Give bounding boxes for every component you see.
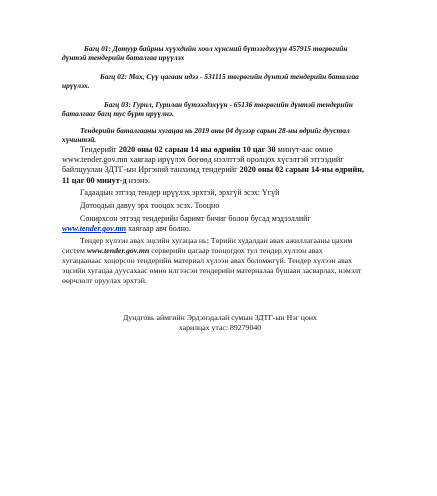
tender-portal-text: www.tender.gov.mn (86, 246, 150, 255)
tender-portal-link[interactable]: www.tender.gov.mn (62, 224, 127, 233)
documents-paragraph (62, 214, 394, 234)
opening-time: 11 цаг 00 минут-д (62, 175, 127, 185)
lot-02 (62, 72, 394, 90)
lot-01 (62, 44, 394, 62)
procedure-text: систем (62, 246, 87, 255)
submission-deadline: 2020 оны 02 сарын 14 ны өдрийн 10 цаг 30 (118, 145, 276, 154)
documents-text: хаягаар авч болно. (126, 224, 191, 233)
documents-line1: Сонирхсон этгээд тендерийн баримт бичиг болон бусад мэдээллийг (80, 214, 311, 223)
foreign-entities (80, 188, 394, 197)
contact-phone: харилцах утас: 89279040 (178, 323, 262, 332)
documents-line2 (62, 224, 394, 234)
office-name: Дундговь аймгийн Эрдэнэдалай сумын ЗДТГ-ын Нэг цонх (123, 313, 317, 322)
submission-text: нээнэ. (126, 175, 150, 185)
submission-line1 (62, 145, 394, 155)
lot-02-line1: Багц 02: Мах, Сүү цагаан идээ - 531115 төгрөгийн дүнтэй тендерийн баталгаа (100, 72, 359, 81)
submission-text: Тендерийг (80, 145, 119, 154)
opening-date: 2020 оны 02 сарын 14-ны өдрийн, (239, 165, 365, 175)
lot-01-line2: дүнтэй тендерийн баталгаа ирүүлэх (62, 53, 185, 63)
submission-text: минут-аас өмнө (275, 145, 333, 154)
submission-paragraph (62, 145, 394, 186)
domestic-preference (80, 201, 394, 210)
guarantee-validity (62, 126, 394, 144)
foreign-entities-text: Гадаадын этгээд тендер ирүүлэх эрхтэй, эрхгүй эсэх: Үгүй (80, 188, 280, 197)
guarantee-line2: хүчинтэй. (62, 135, 97, 145)
procedure-paragraph (62, 236, 394, 286)
procedure-line3: хугацаанаас хоцорсон тендерийн материал хүлээн авах боломжгүй. Тендер хүлээн авах (62, 256, 353, 265)
signature-block (60, 313, 380, 333)
lot-03-line1: Багц 03: Гурил, Гурилан бүтээгдэхүүн - 65136 төгрөгийн дүнтэй тендерийн (104, 100, 353, 109)
lot-01-line1: Багц 01: Дотуур байрны хүүхдийн хоол хүнсний бүтээгдэхүүн 457915 төгрөгийн (84, 44, 348, 53)
lot-03-line2: баталгааг багц тус бүрт ирүүлнэ. (62, 109, 174, 119)
lot-03 (62, 100, 394, 118)
procedure-line1: Тендер хүлээн авах эцсийн хугацаа нь: Төрийн худалдан авах ажиллагааны цахим (80, 236, 353, 245)
lot-02-line2: ирүүлэх. (62, 81, 90, 91)
procedure-text: серверийн цагаар тооцогдох тул тендер хүлээн авах (149, 246, 323, 255)
submission-line4 (62, 176, 394, 186)
submission-line2: www.tender.gov.mn хаягаар ирүүлэх бөгөөд нээлттэй оролцох хүсэлтэй этгээдийг (62, 155, 344, 165)
submission-line3 (62, 165, 394, 175)
procedure-line2 (62, 246, 394, 256)
procedure-line4: эцсийн хугацаа дуусахаас өмнө илгээсэн тендерийн материалаа бүшаан засварлах, нэмэлт (62, 266, 362, 275)
guarantee-line1: Тендерийн баталгааны хугацаа нь 2019 оны 04 дүгээр сарын 28-ны өдрийг дуустал (80, 126, 350, 135)
submission-text: байлцуулан ЗДТГ-ын Иргэний танхимд тендерийг (62, 165, 240, 175)
procedure-line5: өөрчлөлт оруулах эрхтэй. (62, 276, 147, 285)
domestic-preference-text: Дотоодын давуу эрх тооцох эсэх. Тооцно (80, 201, 220, 210)
